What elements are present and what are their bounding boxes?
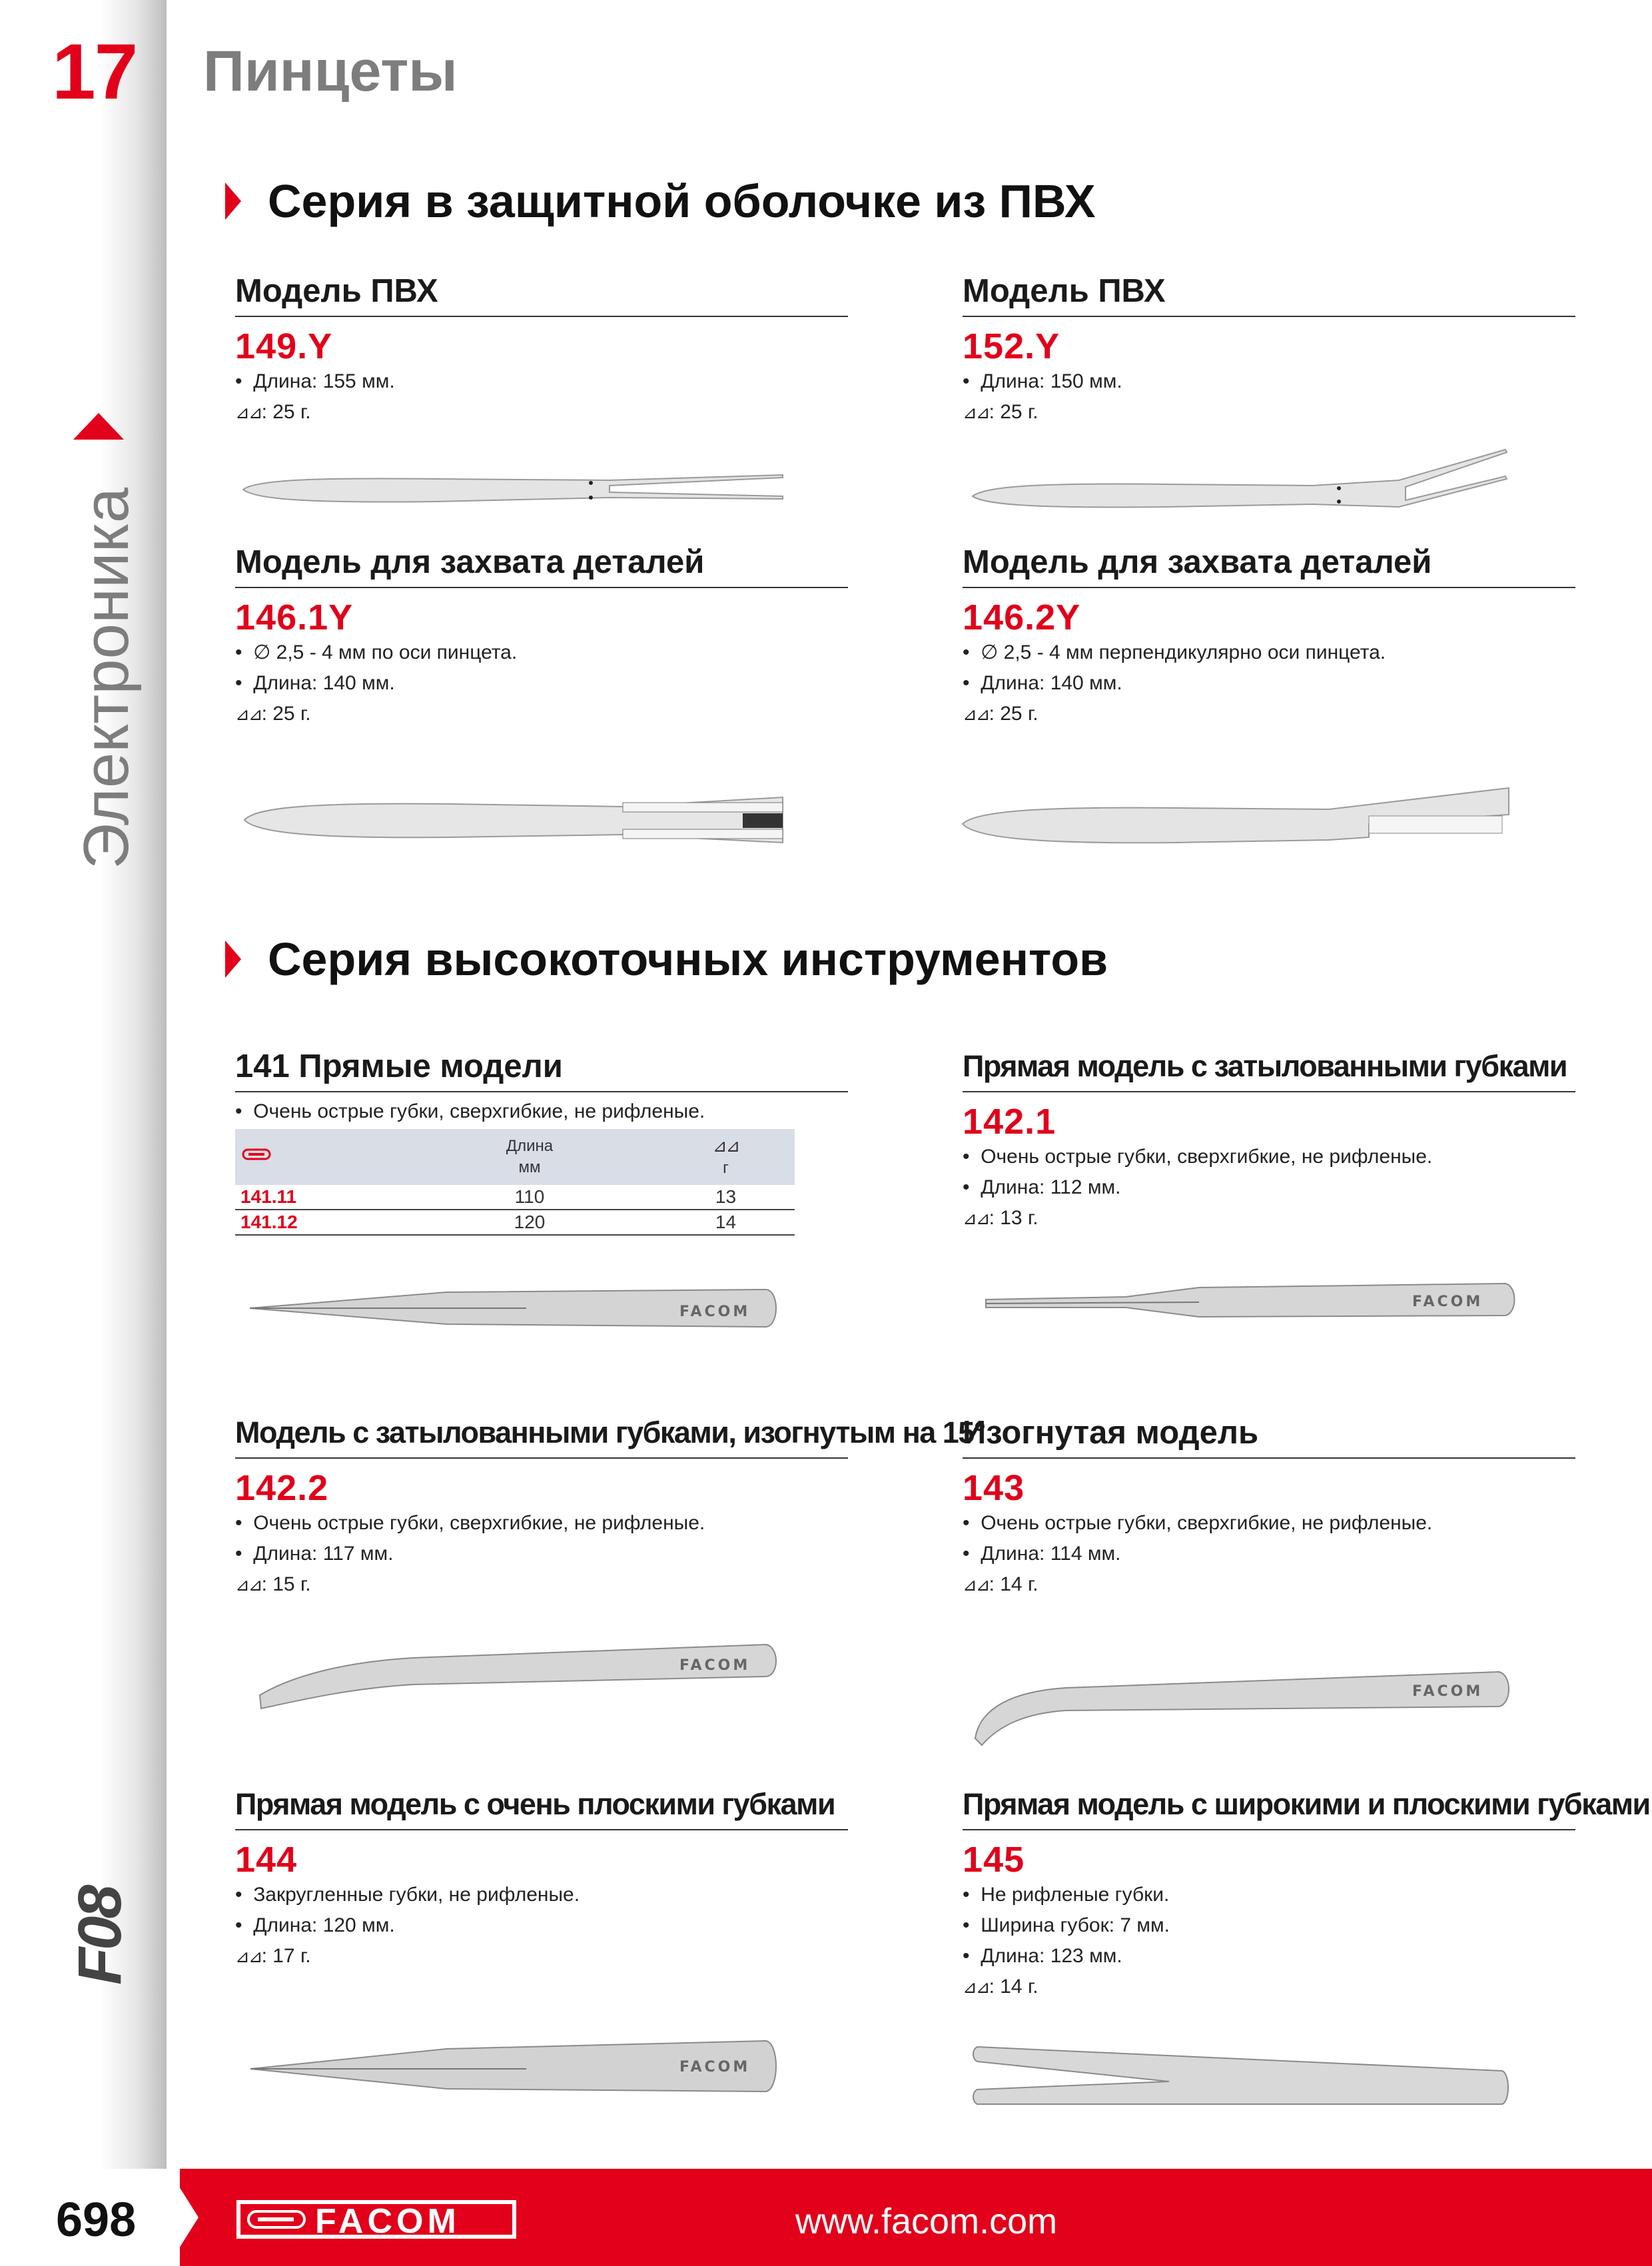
section-heading-pvc: Серия в защитной оболочке из ПВХ (233, 175, 1096, 228)
table-row[interactable]: 141.11 110 13 (235, 1185, 795, 1210)
tweezers-144-image (246, 2032, 786, 2111)
weight-line: ⊿⊿: 14 г. (963, 1569, 1575, 1600)
facom-logo[interactable]: FACOM (236, 2200, 516, 2239)
product-1421 (963, 1047, 1575, 1234)
tweezers-grip-axial-image (236, 783, 789, 856)
tweezers-pvc-straight-image (236, 463, 789, 516)
product-144 (235, 1785, 848, 1972)
weight-icon: ⊿⊿ (963, 704, 989, 724)
spec-item: • Длина: 140 мм. (963, 672, 1122, 694)
tweezers-1422-image (253, 1635, 786, 1722)
spec-item: • Длина: 140 мм. (235, 672, 395, 694)
spec-item: • Закругленные губки, не рифленые. (235, 1884, 580, 1906)
spec-item: • Длина: 117 мм. (235, 1543, 394, 1565)
weight-icon: ⊿⊿ (235, 402, 262, 422)
weight-line: ⊿⊿: 25 г. (235, 397, 848, 428)
weight-icon: ⊿⊿ (963, 1208, 989, 1228)
product-152y (963, 272, 1575, 428)
product-code[interactable]: 152.Y (963, 326, 1060, 366)
product-code[interactable]: 146.2Y (963, 597, 1081, 637)
tweezers-grip-perpendicular-image (956, 776, 1515, 849)
product-145 (963, 1785, 1650, 2002)
spec-item: • Не рифленые губки. (963, 1884, 1170, 1906)
product-title: Модель для захвата деталей (963, 543, 1575, 588)
spec-item: • Длина: 155 мм. (235, 370, 395, 392)
product-title: 141 Прямые модели (235, 1047, 848, 1092)
product-code[interactable]: 142.2 (235, 1468, 329, 1508)
product-title: Прямая модель с широкими и плоскими губками (963, 1785, 1575, 1830)
weight-icon: ⊿⊿ (963, 1575, 989, 1595)
website-link[interactable]: www.facom.com (795, 2201, 1058, 2241)
code-column-header (235, 1129, 402, 1185)
product-1462y (963, 543, 1575, 729)
spec-item: • Очень острые губки, сверхгибкие, не рифленые. (963, 1146, 1433, 1168)
category-label: Электроника (71, 487, 142, 869)
product-149y (235, 272, 848, 428)
svg-text:FACOM: FACOM (1412, 1294, 1483, 1310)
product-141 (235, 1047, 848, 1127)
product-1422 (235, 1413, 985, 1600)
footer-bar (0, 2169, 1652, 2266)
product-title: Прямая модель с затылованными губками (963, 1047, 1575, 1092)
weight-icon: ⊿⊿ (963, 1977, 989, 1997)
product-code[interactable]: 145 (963, 1840, 1025, 1880)
tweezers-1421-image (979, 1269, 1519, 1342)
product-title: Модель ПВХ (963, 272, 1575, 317)
weight-line: ⊿⊿: 25 г. (963, 397, 1575, 428)
spec-item: • Очень острые губки, сверхгибкие, не рифленые. (235, 1512, 705, 1534)
weight-icon: ⊿⊿ (235, 1575, 262, 1595)
tweezers-pvc-bent-image (966, 443, 1519, 520)
length-column-header: Длина мм (402, 1129, 657, 1185)
product-143 (963, 1413, 1575, 1600)
spec-item: • ∅ 2,5 - 4 мм перпендикулярно оси пинцета. (963, 641, 1386, 663)
weight-line: ⊿⊿: 25 г. (235, 699, 848, 729)
svg-text:FACOM: FACOM (1412, 1683, 1483, 1700)
spec-item: • Очень острые губки, сверхгибкие, не рифленые. (235, 1100, 705, 1122)
product-code[interactable]: 146.1Y (235, 597, 354, 637)
page-title: Пинцеты (203, 39, 458, 103)
product-1461y (235, 543, 848, 729)
weight-line: ⊿⊿: 25 г. (963, 699, 1575, 729)
spec-item: • Ширина губок: 7 мм. (963, 1914, 1170, 1936)
product-title: Прямая модель с очень плоскими губками (235, 1785, 848, 1830)
section-arrow-icon (225, 183, 241, 220)
weight-column-header: ⊿⊿ г (657, 1129, 795, 1185)
weight-line: ⊿⊿: 14 г. (963, 1972, 1575, 2002)
product-code[interactable]: 143 (963, 1468, 1025, 1508)
table-row[interactable]: 141.12 120 14 (235, 1210, 795, 1235)
product-code[interactable]: 149.Y (235, 326, 333, 366)
weight-line: ⊿⊿: 13 г. (963, 1203, 1575, 1234)
tweezers-143-image (966, 1652, 1519, 1752)
chevron-right-icon (168, 2169, 199, 2266)
spec-item: • Длина: 114 мм. (963, 1543, 1121, 1565)
catalog-code: F08 (66, 1887, 134, 1985)
svg-text:FACOM: FACOM (679, 1657, 751, 1674)
product-title: Модель для захвата деталей (235, 543, 848, 588)
chapter-number: 17 (52, 28, 137, 116)
svg-text:FACOM: FACOM (679, 1304, 751, 1320)
tweezers-145-image (969, 2035, 1522, 2115)
spec-item: • Очень острые губки, сверхгибкие, не рифленые. (963, 1512, 1433, 1534)
weight-icon: ⊿⊿ (235, 704, 262, 724)
product-code[interactable]: 142.1 (963, 1102, 1056, 1142)
facom-wrench-icon (247, 2209, 307, 2229)
triangle-up-icon (73, 413, 124, 440)
weight-icon: ⊿⊿ (235, 1946, 262, 1966)
weight-line: ⊿⊿: 15 г. (235, 1569, 848, 1600)
product-title: Модель с затылованными губками, изогнутым на 15° (235, 1413, 848, 1459)
product-title: Изогнутая модель (963, 1413, 1575, 1459)
spec-item: • Длина: 123 мм. (963, 1945, 1122, 1967)
tweezers-141-image (246, 1279, 786, 1339)
weight-icon: ⊿⊿ (963, 402, 989, 422)
table-header-row (235, 1129, 795, 1185)
section-arrow-icon (225, 941, 241, 978)
facom-wrench-icon (242, 1147, 271, 1162)
spec-item: • Длина: 150 мм. (963, 370, 1122, 392)
svg-text:FACOM: FACOM (679, 2059, 751, 2076)
weight-icon: ⊿⊿ (712, 1136, 739, 1156)
weight-line: ⊿⊿: 17 г. (235, 1941, 848, 1972)
page-number: 698 (56, 2193, 137, 2247)
spec-item: • Длина: 112 мм. (963, 1176, 1121, 1198)
product-code[interactable]: 144 (235, 1840, 298, 1880)
section-heading-precision: Серия высокоточных инструментов (233, 933, 1108, 986)
product-title: Модель ПВХ (235, 272, 848, 317)
spec-item: • ∅ 2,5 - 4 мм по оси пинцета. (235, 641, 518, 663)
table-141 (235, 1129, 795, 1236)
spec-item: • Длина: 120 мм. (235, 1914, 395, 1936)
